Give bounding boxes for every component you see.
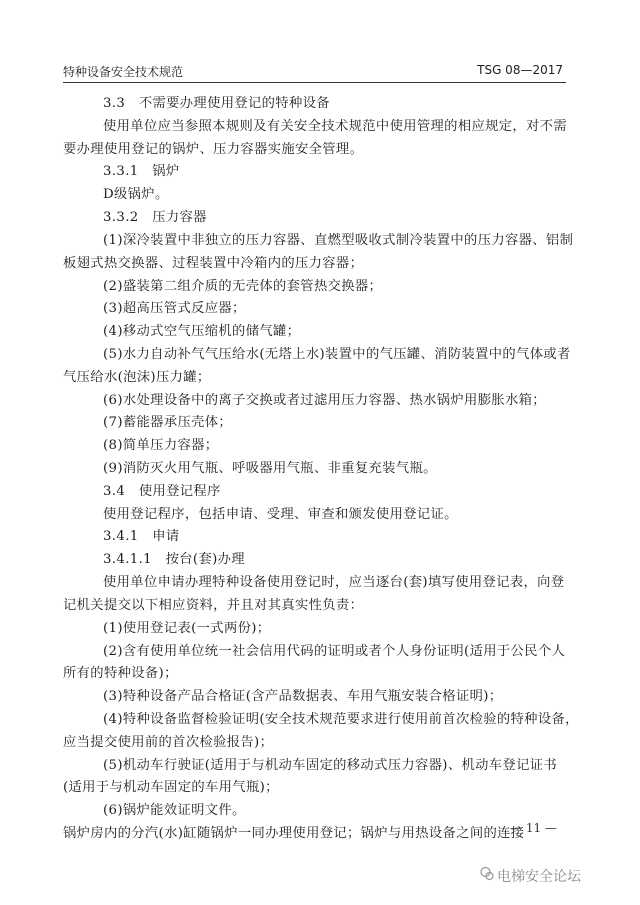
paragraph-line: 记机关提交以下相应资料，并且对其真实性负责：: [63, 597, 364, 613]
list-item-continuation: 气压给水(泡沫)压力罐；: [63, 369, 211, 385]
list-item: (4)特种设备监督检验证明(安全技术规范要求进行使用前首次检验的特种设备，: [103, 711, 579, 727]
wechat-icon: [480, 866, 494, 882]
running-header-title: 特种设备安全技术规范: [63, 65, 184, 79]
body-text: [63, 93, 579, 846]
list-item-continuation: 板翅式热交换器、过程装置中冷箱内的压力容器；: [63, 255, 364, 271]
list-item-continuation: (适用于与机动车固定的车用气瓶)；: [63, 780, 279, 796]
paragraph-line: D级锅炉。: [103, 187, 169, 203]
paragraph-line: 锅炉房内的分汽(水)缸随锅炉一同办理使用登记；锅炉与用热设备之间的连接: [63, 826, 525, 841]
list-item-continuation: 应当提交使用前的首次检验报告)；: [63, 734, 274, 750]
section-heading-3-3: 3.3 不需要办理使用登记的特种设备: [103, 96, 330, 111]
section-heading-3-4: 3.4 使用登记程序: [103, 483, 221, 499]
list-item: (8)简单压力容器；: [103, 438, 219, 454]
header-rule: [63, 82, 566, 83]
paragraph-line: 使用登记程序，包括申请、受理、审查和颁发使用登记证。: [103, 506, 458, 522]
list-item: (6)锅炉能效证明文件。: [103, 803, 246, 819]
watermark: 电梯安全论坛: [497, 869, 581, 885]
list-item: (5)机动车行驶证(适用于与机动车固定的移动式压力容器)、机动车登记证书: [103, 757, 558, 773]
list-item-continuation: 所有的特种设备)；: [63, 666, 178, 682]
paragraph-line: 使用单位申请办理特种设备使用登记时，应当逐台(套)填写使用登记表，向登: [103, 575, 565, 591]
page-number: — 11 —: [510, 821, 557, 835]
paragraph-line: 要办理使用登记的锅炉、压力容器实施安全管理。: [63, 141, 364, 157]
list-item: (3)特种设备产品合格证(含产品数据表、车用气瓶安装合格证明)；: [103, 689, 503, 705]
list-item: (6)水处理设备中的离子交换或者过滤用压力容器、热水锅炉用膨胀水箱；: [103, 392, 546, 408]
paragraph-line: 使用单位应当参照本规则及有关安全技术规范中使用管理的相应规定，对不需: [103, 118, 567, 134]
list-item: (3)超高压管式反应器；: [103, 301, 246, 317]
list-item: (2)盛装第二组介质的无壳体的套管热交换器；: [103, 278, 383, 294]
list-item: (5)水力自动补气气压给水(无塔上水)装置中的气压罐、消防装置中的气体或者: [103, 346, 571, 362]
list-item: (1)使用登记表(一式两份)；: [103, 620, 271, 636]
list-item: (9)消防灭火用气瓶、呼吸器用气瓶、非重复充装气瓶。: [103, 461, 437, 476]
list-item: (2)含有使用单位统一社会信用代码的证明或者个人身份证明(适用于公民个人: [103, 643, 566, 659]
list-item: (7)蓄能器承压壳体；: [103, 415, 233, 431]
section-heading-3-4-1: 3.4.1 申请: [103, 529, 180, 545]
running-header-code: TSG 08—2017: [477, 63, 563, 77]
list-item: (4)移动式空气压缩机的储气罐；: [103, 324, 301, 340]
section-heading-3-4-1-1: 3.4.1.1 按台(套)办理: [103, 552, 245, 568]
section-heading-3-3-2: 3.3.2 压力容器: [103, 210, 207, 226]
list-item: (1)深冷装置中非独立的压力容器、直燃型吸收式制冷装置中的压力容器、铝制: [103, 232, 574, 248]
section-heading-3-3-1: 3.3.1 锅炉: [103, 164, 180, 180]
